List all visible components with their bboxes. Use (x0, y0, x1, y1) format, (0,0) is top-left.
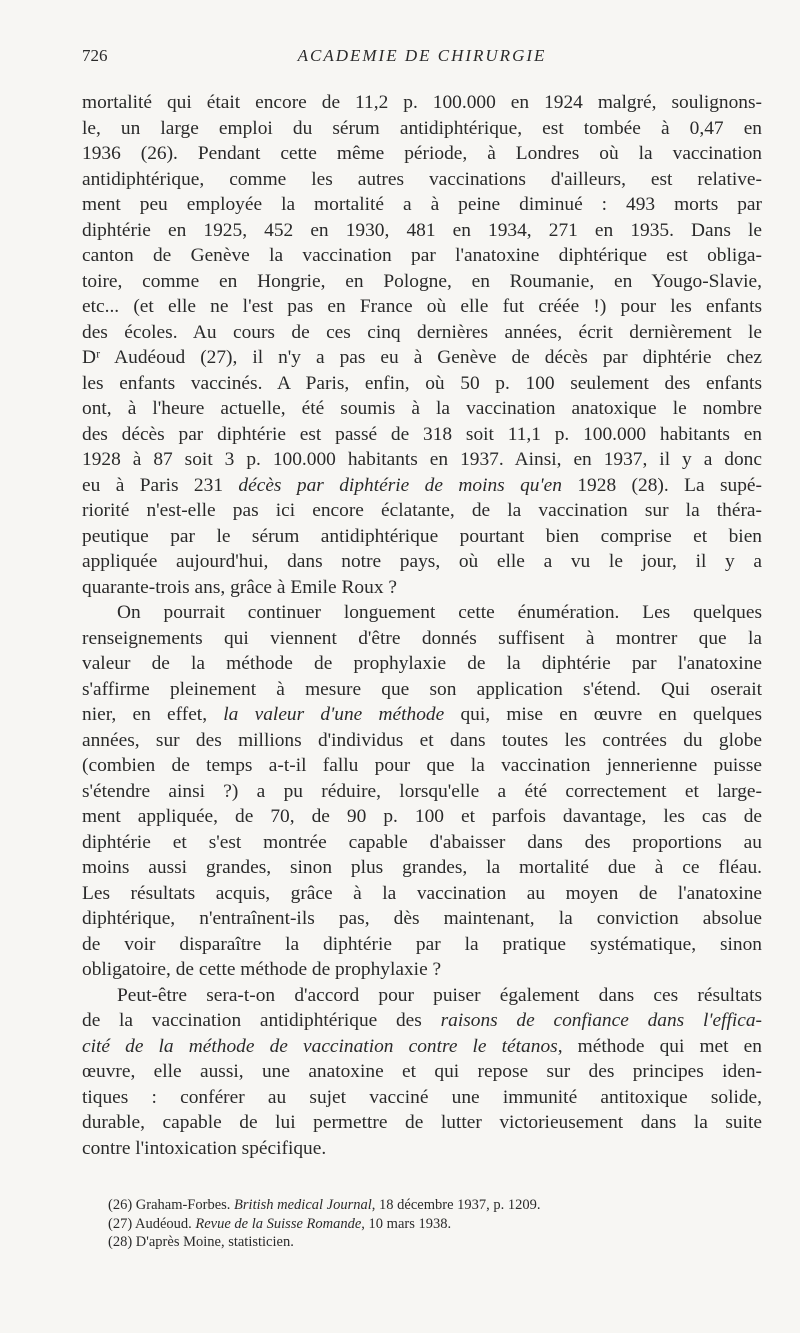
footnote: (27) Audéoud. Revue de la Suisse Romande, 10 mars 1938. (108, 1215, 452, 1232)
text-line: années, sur des millions d'individus et dans toutes les contrées du globe (82, 729, 762, 751)
text-line: riorité n'est-elle pas ici encore éclatante, de la vaccination sur la théra- (82, 500, 762, 521)
page-number: 726 (82, 46, 108, 65)
text-line: (combien de temps a-t-il fallu pour que la vaccination jennerienne puisse (82, 755, 762, 776)
text-line: le, un large emploi du sérum antidiphtérique, est tombée à 0,47 en (82, 117, 762, 139)
text-line: moins aussi grandes, sinon plus grandes, la mortalité due à ce fléau. (82, 857, 762, 878)
footnote: (26) Graham-Forbes. British medical Journal, 18 décembre 1937, p. 1209. (108, 1197, 541, 1213)
text-line: diphtérique, n'entraînent-ils pas, dès maintenant, la conviction absolue (82, 908, 762, 929)
text-line: toire, comme en Hongrie, en Pologne, en Roumanie, en Yougo-Slavie, (82, 270, 762, 292)
text-line: quarante-trois ans, grâce à Emile Roux ? (82, 576, 397, 598)
text-line: obligatoire, de cette méthode de prophylaxie ? (82, 959, 442, 980)
text-line: 1936 (26). Pendant cette même période, à Londres où la vaccination (82, 143, 762, 164)
text-line: Peut-être sera-t-on d'accord pour puiser également dans ces résultats (117, 984, 762, 1006)
footnote: (28) D'après Moine, statisticien. (108, 1234, 294, 1250)
text-line: cité de la méthode de vaccination contre le tétanos, méthode qui met en (82, 1035, 762, 1057)
text-line: canton de Genève la vaccination par l'anatoxine diphtérique est obliga- (82, 245, 762, 266)
page-header (82, 46, 762, 72)
text-line: tiques : conférer au sujet vacciné une immunité antitoxique solide, (82, 1086, 762, 1108)
footnotes (108, 1196, 728, 1252)
text-line: peutique par le sérum antidiphtérique pourtant bien comprise et bien (82, 525, 762, 547)
text-line: ont, à l'heure actuelle, été soumis à la vaccination anatoxique le nombre (82, 398, 762, 419)
text-line: antidiphtérique, comme les autres vaccinations d'ailleurs, est relative- (82, 168, 762, 190)
text-line: 1928 à 87 soit 3 p. 100.000 habitants en 1937. Ainsi, en 1937, il y a donc (82, 449, 762, 470)
paragraph-3 (82, 983, 762, 1162)
text-line: durable, capable de lui permettre de lutter victorieusement dans la suite (82, 1112, 762, 1133)
text-line: de voir disparaître la diphtérie par la pratique systématique, sinon (82, 933, 762, 955)
text-line: nier, en effet, la valeur d'une méthode qui, mise en œuvre en quelques (82, 704, 762, 725)
text-line: Les résultats acquis, grâce à la vaccination au moyen de l'anatoxine (82, 882, 762, 904)
text-line: des décès par diphtérie est passé de 318 soit 11,1 p. 100.000 habitants en (82, 423, 762, 445)
text-line: diphtérie en 1925, 452 en 1930, 481 en 1934, 271 en 1935. Dans le (82, 219, 762, 241)
text-line: mortalité qui était encore de 11,2 p. 100.000 en 1924 malgré, soulignons- (82, 92, 762, 113)
running-head: ACADEMIE DE CHIRURGIE (297, 46, 547, 65)
text-line: Dʳ Audéoud (27), il n'y a pas eu à Genève de décès par diphtérie chez (82, 347, 762, 368)
text-line: renseignements qui viennent d'être donnés suffisent à montrer que la (82, 627, 762, 649)
text-line: contre l'intoxication spécifique. (82, 1137, 327, 1159)
paragraph-1 (82, 90, 762, 600)
body-text (82, 90, 762, 1161)
text-line: appliquée aujourd'hui, dans notre pays, où elle a vu le jour, il y a (82, 551, 762, 572)
text-line: des écoles. Au cours de ces cinq dernières années, écrit dernièrement le (82, 321, 762, 343)
text-line: eu à Paris 231 décès par diphtérie de moins qu'en 1928 (28). La supé- (82, 474, 762, 496)
paragraph-2 (82, 600, 762, 983)
text-line: valeur de la méthode de prophylaxie de la diphtérie par l'anatoxine (82, 653, 762, 674)
text-line: de la vaccination antidiphtérique des raisons de confiance dans l'effica- (82, 1010, 762, 1031)
text-line: œuvre, elle aussi, une anatoxine et qui repose sur des principes iden- (82, 1061, 762, 1082)
text-line: diphtérie et s'est montrée capable d'abaisser dans des proportions au (82, 831, 762, 853)
text-line: ment appliquée, de 70, de 90 p. 100 et parfois davantage, les cas de (82, 806, 762, 827)
text-line: s'étendre ainsi ?) a pu réduire, lorsqu'elle a été correctement et large- (82, 780, 762, 802)
text-line: s'affirme pleinement à mesure que son application s'étend. Qui oserait (82, 678, 762, 700)
text-line: ment peu employée la mortalité a à peine diminué : 493 morts par (82, 194, 762, 215)
text-line: On pourrait continuer longuement cette énumération. Les quelques (117, 602, 762, 623)
text-line: les enfants vaccinés. A Paris, enfin, où 50 p. 100 seulement des enfants (82, 372, 762, 394)
text-line: etc... (et elle ne l'est pas en France où elle fut créée !) pour les enfants (82, 296, 762, 317)
